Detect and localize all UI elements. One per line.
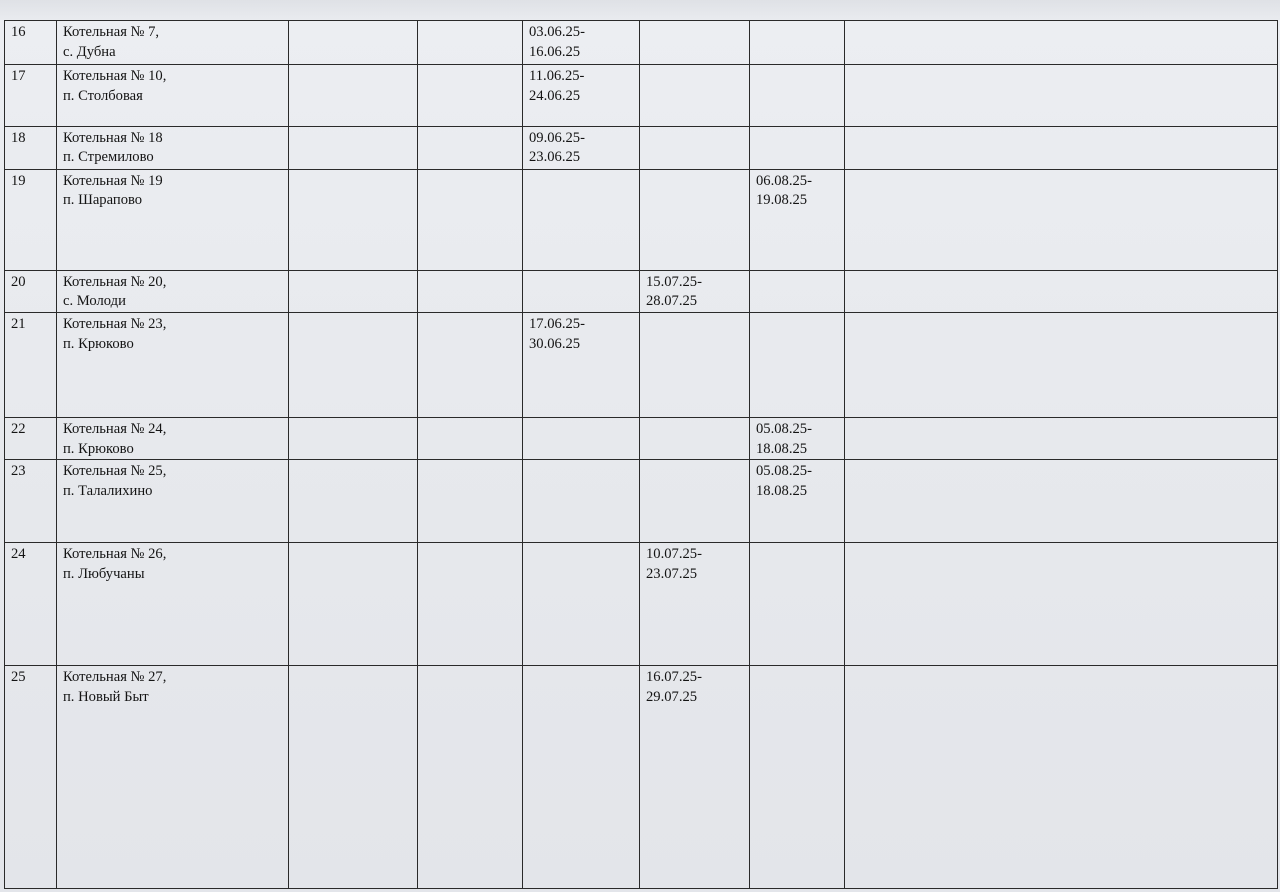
schedule-date-cell — [845, 126, 1278, 169]
row-number-cell: 19 — [5, 169, 57, 270]
schedule-date-cell — [640, 21, 750, 65]
schedule-date-cell — [845, 417, 1278, 459]
boiler-house-name-cell: Котельная № 20, с. Молоди — [57, 270, 289, 312]
table-row — [5, 21, 1278, 65]
schedule-date-cell — [750, 126, 845, 169]
boiler-house-name-cell: Котельная № 23, п. Крюково — [57, 312, 289, 417]
schedule-date-cell — [523, 543, 640, 666]
row-number-cell: 25 — [5, 666, 57, 889]
table-row — [5, 417, 1278, 459]
schedule-date-cell — [289, 126, 418, 169]
schedule-date-cell — [289, 666, 418, 889]
schedule-date-cell — [289, 460, 418, 543]
schedule-date-cell — [750, 312, 845, 417]
schedule-date-cell — [289, 270, 418, 312]
schedule-date-cell — [750, 270, 845, 312]
schedule-date-cell — [289, 65, 418, 127]
row-number-cell: 18 — [5, 126, 57, 169]
row-number-cell: 20 — [5, 270, 57, 312]
schedule-date-cell — [418, 543, 523, 666]
table-row — [5, 543, 1278, 666]
schedule-date-cell — [418, 312, 523, 417]
table-row — [5, 126, 1278, 169]
schedule-date-cell — [750, 21, 845, 65]
table-row — [5, 169, 1278, 270]
schedule-date-cell — [845, 312, 1278, 417]
boiler-house-name-cell: Котельная № 25, п. Талалихино — [57, 460, 289, 543]
row-number-cell: 22 — [5, 417, 57, 459]
schedule-date-cell — [289, 417, 418, 459]
heating-outage-schedule-table — [4, 20, 1278, 889]
schedule-body — [5, 21, 1278, 889]
schedule-date-cell — [418, 65, 523, 127]
schedule-date-cell: 16.07.25- 29.07.25 — [640, 666, 750, 889]
schedule-date-cell — [418, 460, 523, 543]
table-row — [5, 312, 1278, 417]
row-number-cell: 16 — [5, 21, 57, 65]
schedule-date-cell — [750, 666, 845, 889]
schedule-date-cell — [418, 270, 523, 312]
schedule-date-cell: 11.06.25- 24.06.25 — [523, 65, 640, 127]
schedule-date-cell — [289, 312, 418, 417]
schedule-date-cell — [750, 65, 845, 127]
schedule-date-cell — [845, 270, 1278, 312]
schedule-date-cell — [640, 65, 750, 127]
schedule-date-cell — [523, 460, 640, 543]
schedule-date-cell — [418, 21, 523, 65]
schedule-date-cell — [640, 169, 750, 270]
schedule-date-cell — [418, 126, 523, 169]
schedule-date-cell — [845, 666, 1278, 889]
boiler-house-name-cell: Котельная № 27, п. Новый Быт — [57, 666, 289, 889]
schedule-date-cell — [640, 460, 750, 543]
schedule-date-cell: 06.08.25- 19.08.25 — [750, 169, 845, 270]
row-number-cell: 23 — [5, 460, 57, 543]
schedule-date-cell — [523, 666, 640, 889]
table-row — [5, 460, 1278, 543]
schedule-date-cell — [845, 460, 1278, 543]
schedule-date-cell — [640, 126, 750, 169]
schedule-date-cell — [845, 65, 1278, 127]
schedule-date-cell: 03.06.25- 16.06.25 — [523, 21, 640, 65]
schedule-date-cell — [845, 21, 1278, 65]
table-row — [5, 65, 1278, 127]
schedule-date-cell: 05.08.25- 18.08.25 — [750, 417, 845, 459]
boiler-house-name-cell: Котельная № 7, с. Дубна — [57, 21, 289, 65]
schedule-date-cell — [523, 417, 640, 459]
schedule-date-cell — [640, 312, 750, 417]
schedule-date-cell: 05.08.25- 18.08.25 — [750, 460, 845, 543]
schedule-date-cell: 10.07.25- 23.07.25 — [640, 543, 750, 666]
schedule-date-cell — [523, 169, 640, 270]
schedule-date-cell — [289, 21, 418, 65]
row-number-cell: 24 — [5, 543, 57, 666]
boiler-house-name-cell: Котельная № 10, п. Столбовая — [57, 65, 289, 127]
row-number-cell: 17 — [5, 65, 57, 127]
schedule-date-cell — [418, 666, 523, 889]
schedule-date-cell — [845, 169, 1278, 270]
schedule-date-cell — [289, 169, 418, 270]
table-row — [5, 666, 1278, 889]
schedule-date-cell: 15.07.25- 28.07.25 — [640, 270, 750, 312]
page-top-edge — [0, 0, 1280, 20]
boiler-house-name-cell: Котельная № 18 п. Стремилово — [57, 126, 289, 169]
schedule-date-cell — [750, 543, 845, 666]
row-number-cell: 21 — [5, 312, 57, 417]
schedule-date-cell — [640, 417, 750, 459]
boiler-house-name-cell: Котельная № 24, п. Крюково — [57, 417, 289, 459]
schedule-date-cell — [289, 543, 418, 666]
schedule-date-cell: 17.06.25- 30.06.25 — [523, 312, 640, 417]
schedule-date-cell: 09.06.25- 23.06.25 — [523, 126, 640, 169]
boiler-house-name-cell: Котельная № 19 п. Шарапово — [57, 169, 289, 270]
schedule-date-cell — [418, 417, 523, 459]
schedule-date-cell — [523, 270, 640, 312]
schedule-date-cell — [418, 169, 523, 270]
boiler-house-name-cell: Котельная № 26, п. Любучаны — [57, 543, 289, 666]
schedule-date-cell — [845, 543, 1278, 666]
table-row — [5, 270, 1278, 312]
